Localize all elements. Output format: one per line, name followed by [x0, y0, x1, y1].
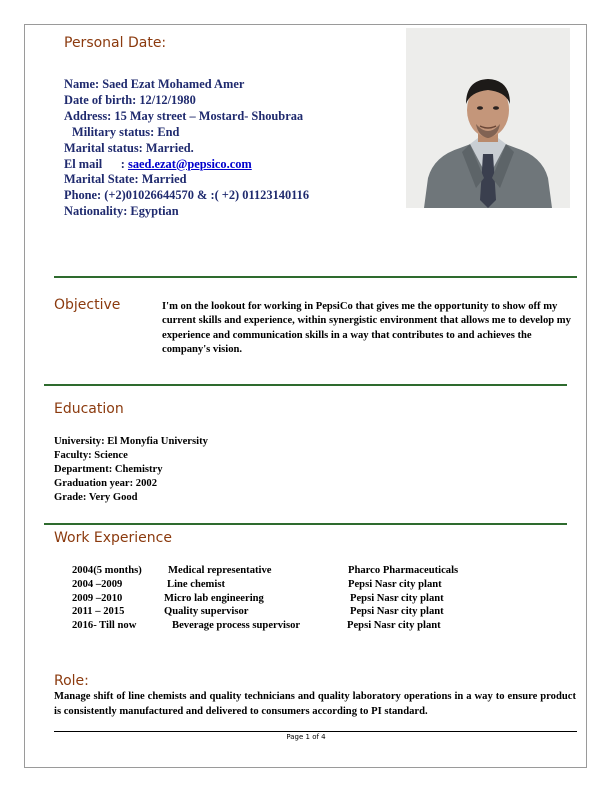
portrait-image	[406, 28, 570, 208]
marital-state-line: Marital State: Married	[64, 172, 187, 187]
education-details	[54, 435, 208, 505]
name-line: Name: Saed Ezat Mohamed Amer	[64, 77, 245, 91]
work-period: 2011 – 2015	[72, 606, 125, 617]
work-title: Line chemist	[167, 579, 225, 590]
divider-objective	[44, 384, 567, 386]
work-title: Beverage process supervisor	[172, 620, 301, 631]
phone-line: Phone: (+2)01026644570 & :( +2) 01123140116	[64, 188, 310, 203]
objective-text: I'm on the lookout for working in PepsiCo that gives me the opportunity to show off my current skills and experience, within synergistic environment that allows me to develop my experience and communication skills in a way that contributes to and achieves the company's vision.	[162, 301, 571, 356]
work-row	[0, 620, 612, 634]
work-period: 2016- Till now	[72, 620, 137, 631]
work-title: Medical representative	[168, 565, 272, 576]
personal-details	[64, 77, 394, 220]
work-row	[0, 606, 612, 620]
work-company: Pepsi Nasr city plant	[350, 593, 444, 604]
marital-line: Marital status: Married.	[64, 140, 194, 155]
role-heading: Role:	[54, 673, 89, 689]
work-company: Pepsi Nasr city plant	[348, 579, 442, 590]
work-row	[0, 565, 612, 579]
email-label: El mail :	[64, 156, 129, 171]
work-period: 2004 –2009	[72, 579, 123, 590]
address-line: Address: 15 May street – Mostard- Shoubraa	[64, 108, 304, 123]
role-text: Manage shift of line chemists and quality technicians and quality laboratory operations in a way to ensure product is consistently manufactured and delivered to consumers according to PI standard.	[54, 691, 576, 717]
work-period: 2004(5 months)	[72, 565, 142, 576]
work-title: Quality supervisor	[164, 606, 249, 617]
objective-heading: Objective	[54, 297, 121, 313]
page-number: Page 1 of 4	[286, 733, 326, 741]
work-row	[0, 593, 612, 607]
department-line: Department: Chemistry	[54, 463, 163, 475]
footer-rule	[54, 731, 577, 732]
email-link[interactable]: saed.ezat@pepsico.com	[128, 156, 252, 171]
divider-education	[44, 523, 567, 525]
work-company: Pepsi Nasr city plant	[350, 606, 444, 617]
work-company: Pepsi Nasr city plant	[347, 620, 441, 631]
divider-personal	[54, 276, 577, 278]
work-period: 2009 –2010	[72, 593, 123, 604]
email-line	[64, 157, 394, 173]
military-line: Military status: End	[72, 124, 180, 139]
personal-heading: Personal Date:	[64, 35, 167, 51]
university-line: University: El Monyfia University	[54, 436, 208, 447]
graduation-line: Graduation year: 2002	[54, 477, 157, 489]
nationality-line: Nationality: Egyptian	[64, 204, 179, 219]
profile-photo	[406, 28, 570, 208]
work-row	[0, 579, 612, 593]
work-title: Micro lab engineering	[164, 593, 264, 604]
faculty-line: Faculty: Science	[54, 449, 128, 461]
education-heading: Education	[54, 401, 124, 417]
work-heading: Work Experience	[54, 530, 172, 546]
grade-line: Grade: Very Good	[54, 491, 138, 503]
work-company: Pharco Pharmaceuticals	[348, 565, 459, 576]
dob-line: Date of birth: 12/12/1980	[64, 92, 196, 107]
